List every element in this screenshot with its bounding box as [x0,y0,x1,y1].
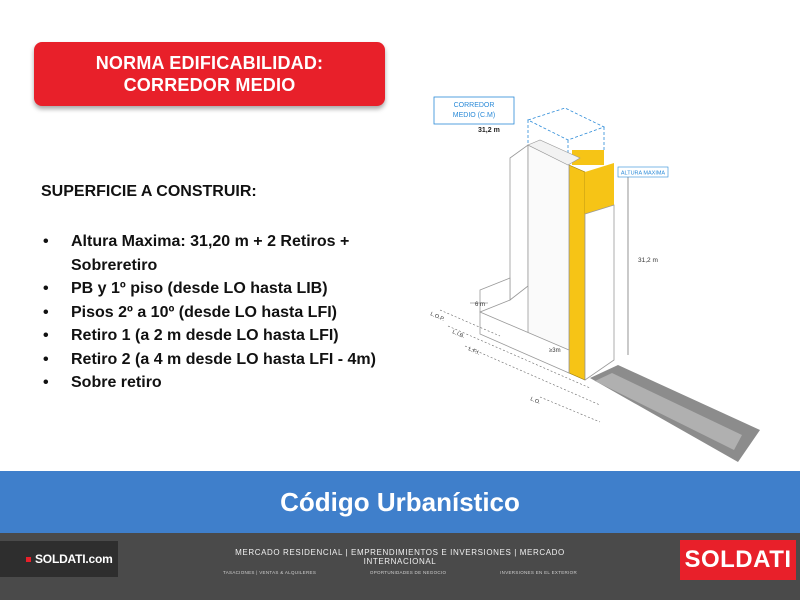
building-left-face [510,145,528,300]
corredor-label-1: CORREDOR [453,102,495,109]
list-item: • Retiro 1 (a 2 m desde LO hasta LFI) [41,324,421,348]
tower-front-yellow [569,165,585,380]
list-item-continuation: Sobreretiro [71,256,158,274]
tower-right-face [585,205,614,380]
title-line-2: CORREDOR MEDIO [123,75,296,95]
corredor-height-label: 31,2 m [478,127,500,134]
soldati-com-logo[interactable]: SOLDATI.com [0,541,118,577]
title-line-1: NORMA EDIFICABILIDAD: [95,53,324,73]
bullet-icon: • [43,374,49,391]
soldati-logo[interactable]: SOLDATI [680,540,796,580]
footer-main-text: MERCADO RESIDENCIAL | EMPRENDIMIENTOS E INVERSIONES | MERCADO INTERNACIONAL [235,548,565,566]
list-item: • Sobre retiro [41,371,421,395]
sidewalk [595,373,742,450]
bullet-icon: • [43,303,49,321]
corredor-label-2: MEDIO (C.M) [452,112,496,119]
depth-dim-label: 6 m [475,302,486,308]
banner [0,471,800,533]
list-item: • Pisos 2º a 10º (desde LO hasta LFI) [41,301,421,325]
lo-label: L.O. [529,396,542,407]
footer-sub-1: TASACIONES | VENTAS & ALQUILERES [223,570,317,575]
banner-text: Código Urbanístico [280,486,520,517]
list-item: • Altura Maxima: 31,20 m + 2 Retiros + [41,230,421,254]
bullet-icon: • [43,350,49,368]
bullet-icon: • [43,327,49,344]
footer-sub-2: OPORTUNIDADES DE NEGOCIO [369,570,447,575]
lfi-dim-label: ≥3m [549,348,561,354]
logo-square-icon [26,557,31,562]
bullet-icon: • [43,233,49,250]
height-dim-label: 31,2 m [638,257,658,264]
footer-center [205,548,595,575]
bullet-icon: • [43,280,49,297]
altura-label: ALTURA MAXIMA [620,170,666,177]
list-item: • PB y 1º piso (desde LO hasta LIB) [41,277,421,301]
building-diagram [420,92,780,467]
section-heading: SUPERFICIE A CONSTRUIR: [41,183,257,200]
footer-sub-3: INVERSIONES EN EL EXTERIOR [500,570,577,575]
list-item: • Retiro 2 (a 4 m desde LO hasta LFI - 4m) [41,348,421,372]
lfi-label: L.F.I. [467,346,481,357]
corridor-volume-top [528,108,604,140]
lib-label: L.I.B. [451,329,466,341]
title-box [34,42,385,106]
bullet-list [41,230,421,395]
lop-label: L.O.P. [429,311,446,323]
